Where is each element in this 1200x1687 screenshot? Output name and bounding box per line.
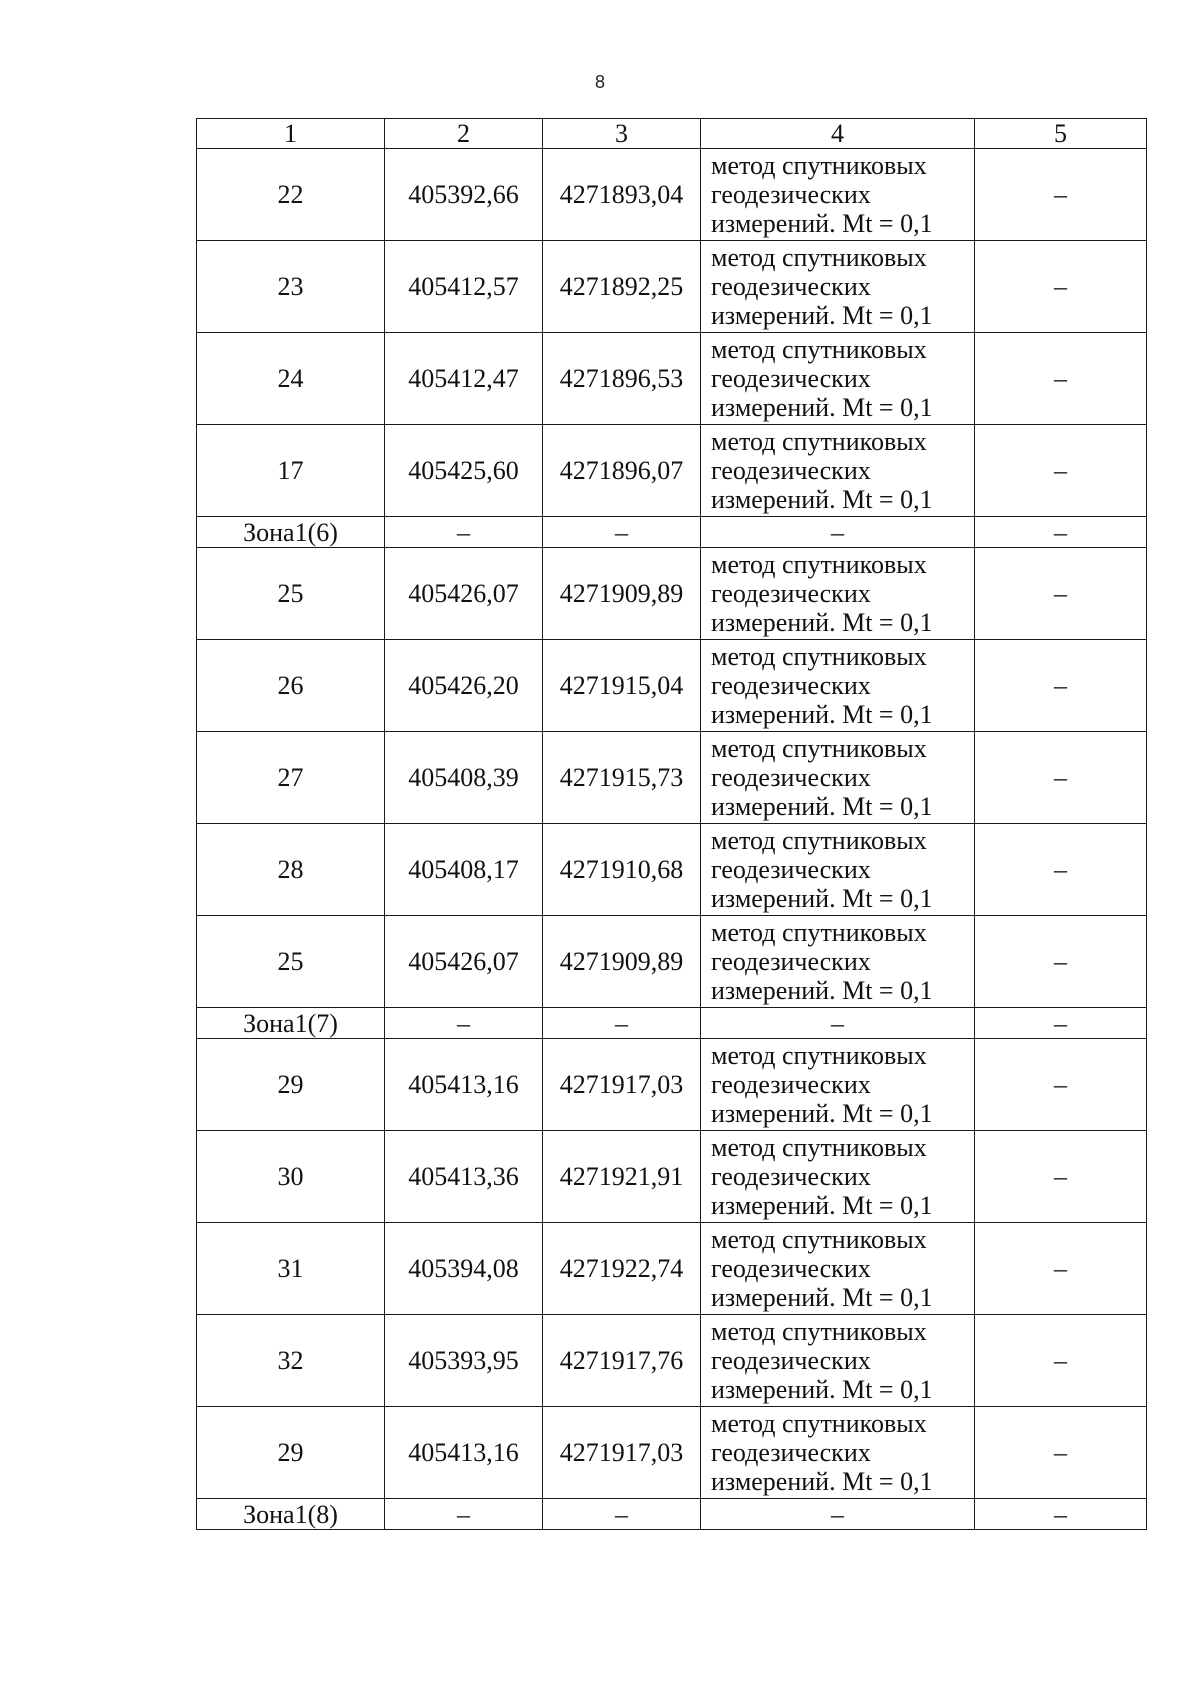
y-coordinate-cell: – <box>543 517 701 548</box>
y-coordinate-cell: 4271896,07 <box>543 425 701 517</box>
y-coordinate-cell: 4271893,04 <box>543 149 701 241</box>
x-coordinate-cell: 405408,17 <box>385 824 543 916</box>
table-header <box>197 119 1147 149</box>
method-text-line: геодезических <box>711 855 871 884</box>
method-text-line: геодезических <box>711 180 871 209</box>
zone-label-cell: Зона1(6) <box>197 517 385 548</box>
method-text-line: геодезических <box>711 456 871 485</box>
table-body <box>197 149 1147 1530</box>
note-cell: – <box>975 517 1147 548</box>
method-cell <box>701 149 975 241</box>
x-coordinate-cell: 405392,66 <box>385 149 543 241</box>
note-cell: – <box>975 1131 1147 1223</box>
note-cell: – <box>975 916 1147 1008</box>
note-cell: – <box>975 1315 1147 1407</box>
table-row <box>197 241 1147 333</box>
header-cell-1: 1 <box>197 119 385 149</box>
table-row <box>197 548 1147 640</box>
table-row <box>197 149 1147 241</box>
note-cell: – <box>975 824 1147 916</box>
point-number-cell: 26 <box>197 640 385 732</box>
note-cell: – <box>975 1039 1147 1131</box>
note-cell: – <box>975 640 1147 732</box>
method-text-line: метод спутниковых <box>711 151 927 180</box>
note-cell: – <box>975 425 1147 517</box>
method-cell <box>701 1407 975 1499</box>
x-coordinate-cell: 405426,20 <box>385 640 543 732</box>
x-coordinate-cell: 405413,16 <box>385 1407 543 1499</box>
method-cell <box>701 1131 975 1223</box>
method-cell <box>701 1039 975 1131</box>
note-cell: – <box>975 1008 1147 1039</box>
x-coordinate-cell: 405413,16 <box>385 1039 543 1131</box>
note-cell: – <box>975 1223 1147 1315</box>
method-text-line: геодезических <box>711 1438 871 1467</box>
x-coordinate-cell: 405394,08 <box>385 1223 543 1315</box>
point-number-cell: 17 <box>197 425 385 517</box>
method-text-line: метод спутниковых <box>711 642 927 671</box>
point-number-cell: 30 <box>197 1131 385 1223</box>
method-text-line: метод спутниковых <box>711 1041 927 1070</box>
method-text-line: измерений. Mt = 0,1 <box>711 1099 933 1128</box>
header-cell-2: 2 <box>385 119 543 149</box>
y-coordinate-cell: – <box>543 1499 701 1530</box>
method-text-line: геодезических <box>711 272 871 301</box>
method-cell <box>701 425 975 517</box>
method-text-line: метод спутниковых <box>711 427 927 456</box>
method-cell <box>701 916 975 1008</box>
method-cell <box>701 241 975 333</box>
y-coordinate-cell: 4271917,76 <box>543 1315 701 1407</box>
table-row <box>197 1131 1147 1223</box>
y-coordinate-cell: 4271896,53 <box>543 333 701 425</box>
y-coordinate-cell: 4271915,04 <box>543 640 701 732</box>
note-cell: – <box>975 1407 1147 1499</box>
method-text-line: измерений. Mt = 0,1 <box>711 301 933 330</box>
y-coordinate-cell: 4271917,03 <box>543 1407 701 1499</box>
note-cell: – <box>975 548 1147 640</box>
x-coordinate-cell: 405413,36 <box>385 1131 543 1223</box>
zone-row <box>197 1499 1147 1530</box>
method-text-line: геодезических <box>711 579 871 608</box>
method-text-line: метод спутниковых <box>711 550 927 579</box>
table-row <box>197 824 1147 916</box>
method-text-line: измерений. Mt = 0,1 <box>711 1283 933 1312</box>
table-row <box>197 425 1147 517</box>
method-text-line: метод спутниковых <box>711 1133 927 1162</box>
method-cell: – <box>701 1499 975 1530</box>
table-row <box>197 916 1147 1008</box>
zone-label-cell: Зона1(8) <box>197 1499 385 1530</box>
coordinates-table <box>196 118 1147 1530</box>
y-coordinate-cell: – <box>543 1008 701 1039</box>
method-cell <box>701 732 975 824</box>
point-number-cell: 27 <box>197 732 385 824</box>
page-number: 8 <box>594 72 605 92</box>
table-row <box>197 1315 1147 1407</box>
note-cell: – <box>975 333 1147 425</box>
method-text-line: геодезических <box>711 1346 871 1375</box>
method-text-line: метод спутниковых <box>711 826 927 855</box>
table-row <box>197 1039 1147 1131</box>
x-coordinate-cell: – <box>385 1008 543 1039</box>
table-row <box>197 1407 1147 1499</box>
method-text-line: метод спутниковых <box>711 918 927 947</box>
method-text-line: измерений. Mt = 0,1 <box>711 485 933 514</box>
method-text-line: геодезических <box>711 364 871 393</box>
method-cell <box>701 824 975 916</box>
method-cell <box>701 333 975 425</box>
method-text-line: измерений. Mt = 0,1 <box>711 209 933 238</box>
x-coordinate-cell: 405408,39 <box>385 732 543 824</box>
method-text-line: геодезических <box>711 763 871 792</box>
y-coordinate-cell: 4271910,68 <box>543 824 701 916</box>
x-coordinate-cell: 405426,07 <box>385 548 543 640</box>
method-cell: – <box>701 517 975 548</box>
method-text-line: геодезических <box>711 1162 871 1191</box>
method-cell: – <box>701 1008 975 1039</box>
note-cell: – <box>975 241 1147 333</box>
y-coordinate-cell: 4271917,03 <box>543 1039 701 1131</box>
method-text-line: измерений. Mt = 0,1 <box>711 1191 933 1220</box>
method-text-line: измерений. Mt = 0,1 <box>711 608 933 637</box>
point-number-cell: 31 <box>197 1223 385 1315</box>
method-cell <box>701 1223 975 1315</box>
header-cell-5: 5 <box>975 119 1147 149</box>
header-row <box>197 119 1147 149</box>
zone-row <box>197 517 1147 548</box>
method-text-line: измерений. Mt = 0,1 <box>711 1375 933 1404</box>
method-cell <box>701 548 975 640</box>
x-coordinate-cell: 405425,60 <box>385 425 543 517</box>
x-coordinate-cell: – <box>385 517 543 548</box>
method-text-line: геодезических <box>711 671 871 700</box>
method-text-line: измерений. Mt = 0,1 <box>711 884 933 913</box>
method-text-line: метод спутниковых <box>711 1409 927 1438</box>
method-text-line: измерений. Mt = 0,1 <box>711 1467 933 1496</box>
y-coordinate-cell: 4271922,74 <box>543 1223 701 1315</box>
y-coordinate-cell: 4271909,89 <box>543 548 701 640</box>
table-row <box>197 1223 1147 1315</box>
method-text-line: метод спутниковых <box>711 335 927 364</box>
note-cell: – <box>975 732 1147 824</box>
method-text-line: измерений. Mt = 0,1 <box>711 700 933 729</box>
y-coordinate-cell: 4271892,25 <box>543 241 701 333</box>
y-coordinate-cell: 4271915,73 <box>543 732 701 824</box>
table-row <box>197 640 1147 732</box>
point-number-cell: 25 <box>197 548 385 640</box>
x-coordinate-cell: 405412,57 <box>385 241 543 333</box>
method-text-line: метод спутниковых <box>711 1317 927 1346</box>
method-text-line: измерений. Mt = 0,1 <box>711 393 933 422</box>
method-text-line: метод спутниковых <box>711 1225 927 1254</box>
point-number-cell: 32 <box>197 1315 385 1407</box>
point-number-cell: 29 <box>197 1039 385 1131</box>
y-coordinate-cell: 4271909,89 <box>543 916 701 1008</box>
method-text-line: геодезических <box>711 947 871 976</box>
header-cell-4: 4 <box>701 119 975 149</box>
header-cell-3: 3 <box>543 119 701 149</box>
x-coordinate-cell: 405426,07 <box>385 916 543 1008</box>
method-text-line: метод спутниковых <box>711 243 927 272</box>
method-text-line: геодезических <box>711 1070 871 1099</box>
method-cell <box>701 1315 975 1407</box>
point-number-cell: 22 <box>197 149 385 241</box>
point-number-cell: 25 <box>197 916 385 1008</box>
point-number-cell: 24 <box>197 333 385 425</box>
note-cell: – <box>975 1499 1147 1530</box>
method-text-line: геодезических <box>711 1254 871 1283</box>
point-number-cell: 23 <box>197 241 385 333</box>
point-number-cell: 29 <box>197 1407 385 1499</box>
x-coordinate-cell: 405412,47 <box>385 333 543 425</box>
point-number-cell: 28 <box>197 824 385 916</box>
method-cell <box>701 640 975 732</box>
zone-row <box>197 1008 1147 1039</box>
y-coordinate-cell: 4271921,91 <box>543 1131 701 1223</box>
method-text-line: измерений. Mt = 0,1 <box>711 792 933 821</box>
note-cell: – <box>975 149 1147 241</box>
x-coordinate-cell: – <box>385 1499 543 1530</box>
table-row <box>197 732 1147 824</box>
method-text-line: измерений. Mt = 0,1 <box>711 976 933 1005</box>
method-text-line: метод спутниковых <box>711 734 927 763</box>
x-coordinate-cell: 405393,95 <box>385 1315 543 1407</box>
zone-label-cell: Зона1(7) <box>197 1008 385 1039</box>
table-row <box>197 333 1147 425</box>
